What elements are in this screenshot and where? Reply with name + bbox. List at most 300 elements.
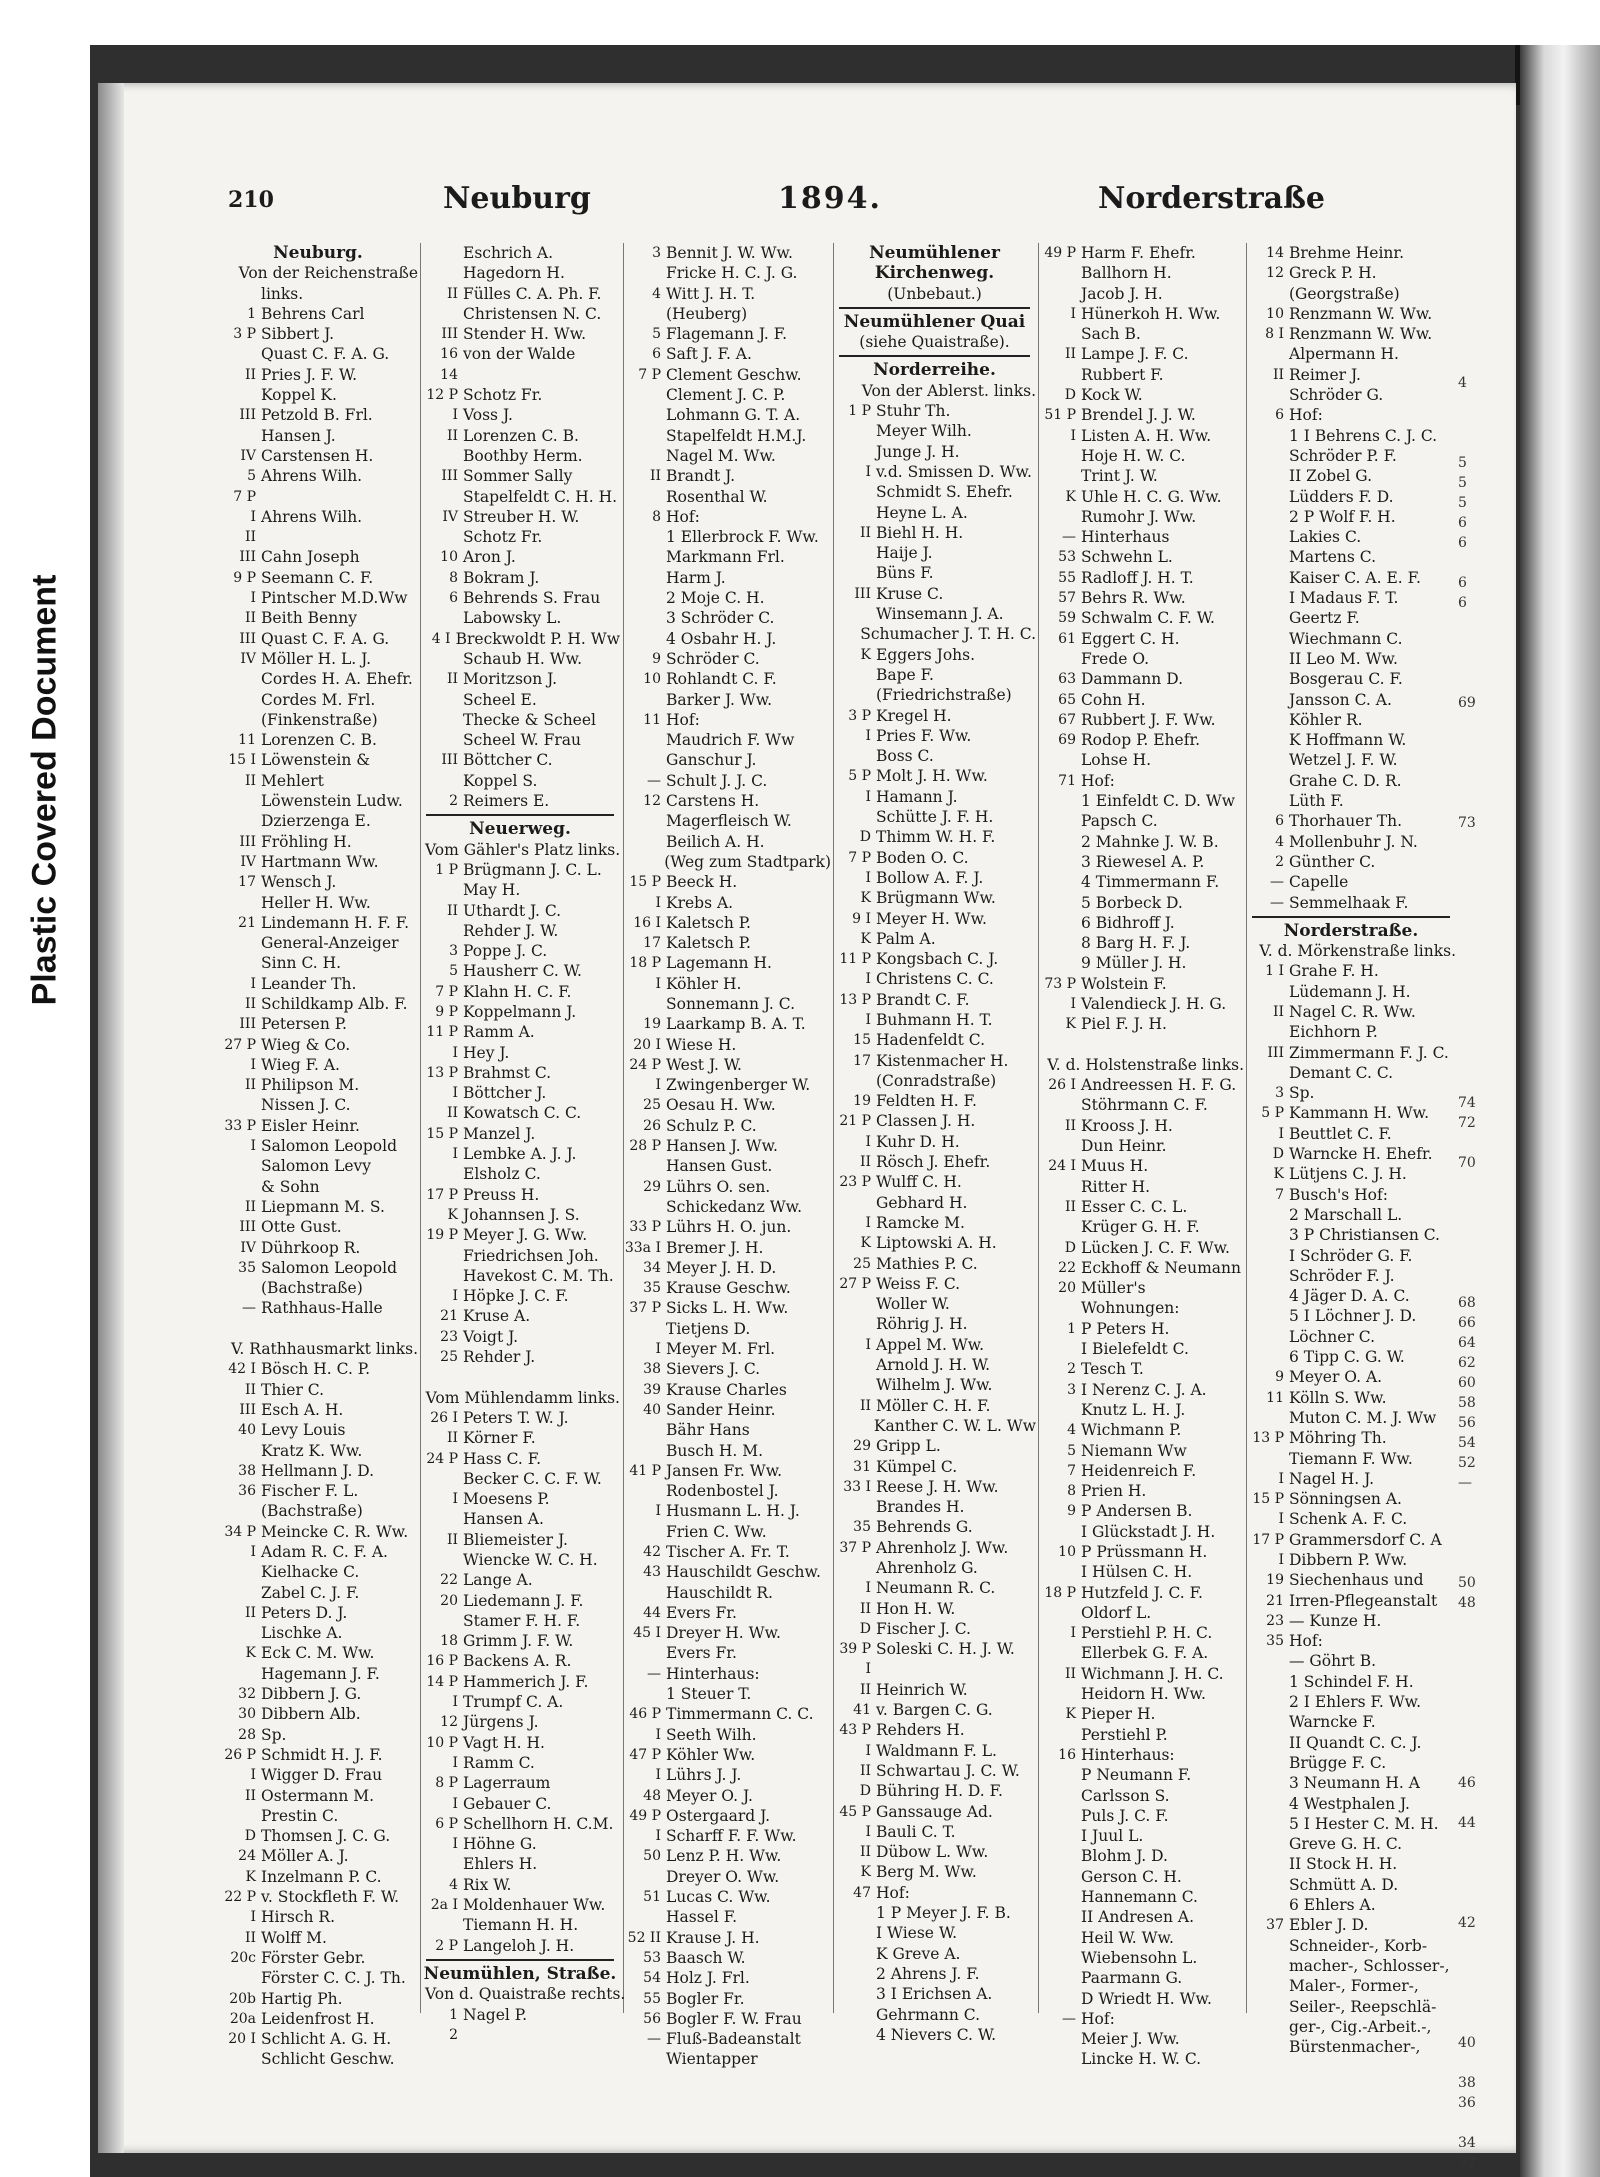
directory-entry: [1038, 1786, 1244, 1806]
directory-entry: [218, 1846, 418, 1866]
directory-entry: [420, 1103, 620, 1123]
directory-entry: [218, 1156, 418, 1176]
directory-entry: [623, 1177, 831, 1197]
directory-entry: [420, 2025, 620, 2045]
house-number: [1246, 1834, 1289, 1854]
resident-name: Brügge F. C.: [1289, 1753, 1387, 1772]
house-number: II: [649, 468, 661, 485]
directory-entry: [833, 1193, 1036, 1213]
edge-number: [1458, 2053, 1476, 2073]
directory-entry: [833, 1883, 1036, 1903]
directory-entry: [623, 284, 831, 304]
directory-entry: [420, 243, 620, 263]
directory-entry: [218, 1420, 418, 1440]
directory-entry: [623, 1623, 831, 1643]
resident-name: Hammerich J. F.: [463, 1672, 589, 1691]
directory-entry: [1038, 629, 1244, 649]
street-heading: Neuerweg.: [469, 819, 571, 840]
resident-name: Manzel J.: [463, 1124, 536, 1143]
directory-entry: [623, 365, 831, 385]
directory-entry: [833, 1984, 1036, 2004]
resident-name: Kaiser C. A. E. F.: [1289, 568, 1421, 587]
section-rule: [426, 1959, 614, 1961]
resident-name: Brehme Heinr.: [1289, 244, 1405, 262]
resident-name: Höpke J. C. F.: [463, 1287, 569, 1306]
house-number: I: [865, 1823, 871, 1840]
directory-entry: [420, 1083, 620, 1103]
directory-entry: [833, 746, 1036, 766]
edge-number: [1458, 1613, 1476, 1633]
house-number: [1246, 982, 1289, 1002]
directory-entry: [420, 750, 620, 770]
house-number: II: [859, 1844, 871, 1861]
house-number: [1038, 1765, 1081, 1785]
directory-entry: [623, 730, 831, 750]
house-number: III: [239, 1219, 256, 1236]
directory-entry: [218, 1319, 418, 1339]
house-number: 27 P: [224, 1036, 256, 1053]
resident-name: Poppe J. C.: [463, 942, 548, 961]
directory-entry: [833, 2025, 1036, 2045]
house-number: [623, 690, 666, 710]
resident-name: Wichmann P.: [1081, 1421, 1182, 1440]
house-number: 2 P: [435, 1937, 458, 1954]
directory-entry: [623, 1380, 831, 1400]
resident-name: Thimm W. H. F.: [876, 828, 996, 847]
resident-name: Muton C. M. J. Ww: [1289, 1408, 1437, 1427]
house-number: [1246, 1773, 1289, 1793]
directory-entry: [623, 1603, 831, 1623]
resident-name: Hansen J. Ww.: [666, 1137, 778, 1156]
directory-entry: [420, 1185, 620, 1205]
resident-name: Hellmann J. D.: [261, 1461, 375, 1480]
directory-entry: [623, 690, 831, 710]
resident-name: Wensch J.: [261, 873, 337, 892]
house-number: 15 P: [426, 1125, 458, 1142]
house-number: 67: [1058, 711, 1076, 728]
directory-entry: [420, 608, 620, 628]
directory-entry: [1038, 1319, 1244, 1339]
directory-entry: [1246, 1794, 1456, 1814]
directory-entry: [1038, 426, 1244, 446]
directory-entry: [1246, 1712, 1456, 1732]
directory-entry: [420, 771, 620, 791]
directory-entry: [833, 421, 1036, 441]
resident-name: Dzierzenga E.: [261, 812, 371, 831]
resident-name: II Zobel G.: [1289, 467, 1373, 486]
house-number: —: [1270, 874, 1284, 891]
directory-entry: [218, 2049, 418, 2069]
resident-name: Lakies C.: [1289, 528, 1362, 547]
edge-number: 60: [1458, 1375, 1476, 1391]
resident-name: Behrends G.: [876, 1518, 973, 1537]
directory-entry: [420, 860, 620, 880]
directory-entry: [420, 1631, 620, 1651]
house-number: [1038, 2049, 1081, 2069]
directory-entry: [623, 2049, 831, 2069]
directory-entry: [1038, 771, 1244, 791]
resident-name: Inzelmann P. C.: [261, 1867, 382, 1886]
resident-name: I Bielefeldt C.: [1081, 1340, 1189, 1359]
house-number: I: [1278, 1511, 1284, 1528]
directory-entry: [833, 543, 1036, 563]
house-number: [420, 1509, 463, 1529]
house-number: [1038, 1522, 1081, 1542]
house-number: [623, 405, 666, 425]
resident-name: Hof:: [1081, 2009, 1115, 2028]
house-number: 9 P: [435, 1003, 458, 1020]
house-number: [420, 649, 463, 669]
directory-entry: [833, 868, 1036, 888]
house-number: [1038, 1177, 1081, 1197]
resident-name: Thomsen J. C. G.: [261, 1827, 391, 1846]
resident-name: Dun Heinr.: [1081, 1137, 1167, 1156]
resident-name: Irren-Pflegeanstalt: [1289, 1591, 1438, 1610]
resident-name: Bremer J. H.: [666, 1238, 764, 1257]
house-number: I: [655, 1341, 661, 1358]
house-number: II: [859, 524, 871, 541]
resident-name: Ramcke M.: [876, 1213, 965, 1232]
directory-entry: [1038, 1461, 1244, 1481]
directory-entry: [218, 1522, 418, 1542]
resident-name: Sibbert J.: [261, 325, 335, 344]
directory-entry: [1246, 1103, 1456, 1123]
resident-name: Maler-, Former-,: [1289, 1977, 1419, 1996]
resident-name: Hirsch R.: [261, 1908, 336, 1927]
house-number: [218, 1177, 261, 1197]
resident-name: Evers Fr.: [666, 1644, 737, 1663]
house-number: [1038, 953, 1081, 973]
directory-entry: [623, 1481, 831, 1501]
house-number: [218, 1278, 261, 1298]
directory-entry: [1038, 893, 1244, 913]
directory-entry: [1246, 1367, 1456, 1387]
house-number: 7 P: [233, 488, 256, 505]
resident-name: Bliemeister J.: [463, 1530, 568, 1549]
edge-number: [1458, 753, 1476, 773]
resident-name: Stamer F. H. F.: [463, 1611, 581, 1630]
resident-name: Streuber H. W.: [463, 507, 580, 526]
directory-entry: [1246, 1185, 1456, 1205]
resident-name: Grahe C. D. R.: [1289, 771, 1402, 790]
directory-entry: [218, 1278, 418, 1298]
directory-entry: [623, 1136, 831, 1156]
directory-entry: [833, 1741, 1036, 1761]
resident-name: Oesau H. Ww.: [666, 1096, 776, 1115]
resident-name: 5 I Löchner J. D.: [1289, 1307, 1417, 1326]
house-number: 39 P: [839, 1641, 871, 1658]
house-number: [1246, 1692, 1289, 1712]
house-number: 33 P: [224, 1117, 256, 1134]
directory-entry: [623, 1035, 831, 1055]
directory-entry: [218, 669, 418, 689]
directory-entry: [623, 1238, 831, 1258]
resident-name: Hannemann C.: [1081, 1888, 1198, 1907]
house-number: [1038, 893, 1081, 913]
resident-name: Wientapper: [666, 2050, 758, 2069]
house-number: 25: [643, 1097, 661, 1114]
house-number: I: [655, 1828, 661, 1845]
house-number: 12: [643, 793, 661, 810]
house-number: [1246, 588, 1289, 608]
resident-name: (Finkenstraße): [261, 710, 378, 729]
house-number: II: [446, 1430, 458, 1447]
edge-number: 34: [1458, 2135, 1476, 2151]
house-number: I: [655, 1503, 661, 1520]
resident-name: Sievers J. C.: [666, 1360, 761, 1379]
house-number: 16: [1058, 1746, 1076, 1763]
directory-entry: [623, 1684, 831, 1704]
resident-name: Ahrenholz G.: [876, 1559, 978, 1577]
directory-entry: [1038, 1522, 1244, 1542]
house-number: I: [250, 1138, 256, 1155]
directory-entry: [623, 1441, 831, 1461]
house-number: [1038, 263, 1081, 283]
house-number: 16: [440, 346, 458, 363]
resident-name: Pries F. Ww.: [876, 726, 972, 745]
house-number: [623, 1522, 666, 1542]
edge-number: 68: [1458, 1295, 1476, 1311]
house-number: 15 P: [629, 874, 661, 891]
directory-entry: [1038, 953, 1244, 973]
house-number: 8: [449, 569, 458, 586]
resident-name: & Sohn: [261, 1177, 320, 1196]
resident-name: Magerfleisch W.: [666, 812, 792, 831]
house-number: 5 P: [1261, 1105, 1284, 1122]
directory-entry: [218, 1826, 418, 1846]
directory-entry: [1246, 982, 1456, 1002]
resident-name: Salomon Leopold: [261, 1258, 398, 1277]
resident-name: Koppelmann J.: [463, 1002, 577, 1021]
resident-name: Büns F.: [876, 564, 934, 583]
directory-entry: [218, 1684, 418, 1704]
resident-name: Vagt H. H.: [463, 1733, 545, 1752]
directory-entry: [623, 1014, 831, 1034]
house-number: [833, 665, 876, 685]
entry-note: (Unbebaut.): [887, 284, 982, 303]
resident-name: Siechenhaus und: [1289, 1571, 1424, 1590]
resident-name: Piel F. J. H.: [1081, 1015, 1167, 1034]
resident-name: Jürgens J.: [463, 1713, 539, 1732]
directory-entry: [1246, 1124, 1456, 1144]
directory-entry: [218, 507, 418, 527]
directory-entry: [623, 1806, 831, 1826]
house-number: 17 P: [426, 1186, 458, 1203]
house-number: I: [452, 407, 458, 424]
directory-entry: [833, 1111, 1036, 1131]
resident-name: 1 Steuer T.: [666, 1685, 752, 1704]
resident-name: Wiechmann C.: [1289, 629, 1403, 648]
house-number: [623, 1319, 666, 1339]
directory-entry: [1246, 1672, 1456, 1692]
house-number: [1246, 941, 1259, 961]
resident-name: Hagedorn H.: [463, 264, 565, 283]
house-number: 55: [1058, 569, 1076, 586]
directory-entry: [1246, 649, 1456, 669]
resident-name: Lührs H. O. jun.: [666, 1218, 792, 1237]
directory-entry: [218, 872, 418, 892]
house-number: I: [452, 1044, 458, 1061]
resident-name: Harm J.: [666, 568, 726, 587]
house-number: 41 P: [629, 1462, 661, 1479]
column-6: [1246, 243, 1456, 2057]
edge-number: 58: [1458, 1395, 1476, 1411]
resident-name: P Prüssmann H.: [1081, 1543, 1208, 1561]
house-number: [420, 1164, 463, 1184]
directory-entry: [420, 921, 620, 941]
directory-entry: [1038, 608, 1244, 628]
resident-name: Kregel H.: [876, 706, 952, 725]
resident-name: Sp.: [261, 1725, 287, 1744]
directory-entry: [420, 1367, 620, 1387]
resident-name: Eck C. M. Ww.: [261, 1644, 375, 1663]
resident-name: 1 P Meyer J. F. B.: [876, 1904, 1011, 1923]
edge-number: [1458, 1853, 1476, 1873]
house-number: K: [860, 1235, 871, 1252]
resident-name: Boothby Herm.: [463, 446, 583, 465]
house-number: [1246, 1936, 1289, 1956]
directory-entry: [1038, 466, 1244, 486]
house-number: [833, 381, 862, 401]
house-number: 7: [1067, 1462, 1076, 1479]
directory-entry: [218, 588, 418, 608]
edge-number: [1458, 933, 1476, 953]
edge-number: 44: [1458, 1815, 1476, 1831]
resident-name: Rehder J.: [463, 1348, 536, 1367]
directory-entry: [1038, 1258, 1244, 1278]
directory-entry: [1038, 1197, 1244, 1217]
directory-entry: [833, 1030, 1036, 1050]
house-number: [833, 807, 876, 827]
directory-entry: [1038, 933, 1244, 953]
resident-name: Perstiehl P. H. C.: [1081, 1624, 1213, 1643]
edge-number: 62: [1458, 1355, 1476, 1371]
house-number: —: [1062, 2010, 1076, 2027]
house-number: I: [865, 1580, 871, 1597]
house-number: II: [1064, 1198, 1076, 1215]
house-number: D: [1064, 387, 1076, 404]
resident-name: Boden O. C.: [876, 848, 969, 867]
house-number: [1038, 284, 1081, 304]
resident-name: Paarmann G.: [1081, 1969, 1183, 1988]
house-number: II: [244, 1604, 256, 1621]
house-number: 44: [643, 1604, 661, 1621]
resident-name: Gebhard H.: [876, 1193, 968, 1212]
resident-name: Gerson C. H.: [1081, 1867, 1182, 1886]
house-number: [1038, 1826, 1081, 1846]
resident-name: Dreyer O. Ww.: [666, 1867, 780, 1886]
directory-entry: [833, 685, 1036, 705]
directory-entry: [833, 243, 1036, 263]
house-number: [1246, 1063, 1289, 1083]
house-number: [833, 1294, 876, 1314]
directory-entry: [833, 604, 1036, 624]
house-number: [1038, 324, 1081, 344]
resident-name: Andreessen H. F. G.: [1081, 1076, 1237, 1095]
house-number: II: [244, 1381, 256, 1398]
directory-entry: [1246, 1753, 1456, 1773]
directory-entry: [623, 1522, 831, 1542]
resident-name: Sach B.: [1081, 325, 1141, 344]
house-number: 1: [1067, 1320, 1076, 1337]
house-number: I: [1070, 427, 1076, 444]
house-number: I: [250, 508, 256, 525]
edge-number: [1458, 633, 1476, 653]
directory-entry: [833, 312, 1036, 332]
resident-name: 6 Bidhroff J.: [1081, 913, 1175, 932]
directory-entry: [218, 385, 418, 405]
house-number: [1038, 1786, 1081, 1806]
resident-name: Löchner C.: [1289, 1327, 1376, 1346]
resident-name: Lorenzen C. B.: [463, 426, 579, 445]
edge-number: 56: [1458, 1415, 1476, 1431]
directory-entry: [1038, 507, 1244, 527]
resident-name: Krause J. H.: [666, 1928, 760, 1947]
directory-entry: [623, 710, 831, 730]
resident-name: Woller W.: [876, 1295, 950, 1314]
resident-name: Förster Gebr.: [261, 1948, 366, 1967]
directory-entry: [833, 1314, 1036, 1334]
directory-entry: [1246, 872, 1456, 892]
house-number: III: [239, 630, 256, 647]
house-number: 24 P: [426, 1450, 458, 1467]
resident-name: Gripp L.: [876, 1437, 941, 1456]
directory-entry: [1038, 1806, 1244, 1826]
edge-number: [1458, 913, 1476, 933]
house-number: 23: [440, 1328, 458, 1345]
house-number: 2a I: [430, 1897, 458, 1914]
edge-number: [1458, 773, 1476, 793]
house-number: [218, 263, 239, 283]
resident-name: Bähr Hans: [666, 1421, 750, 1440]
resident-name: 3 Neumann H. A: [1289, 1774, 1420, 1793]
resident-name: Nagel H. J.: [1289, 1469, 1375, 1488]
house-number: [1246, 1712, 1289, 1732]
resident-name: Von der Ablerst. links.: [861, 381, 1036, 400]
resident-name: Husmann L. H. J.: [666, 1502, 800, 1521]
house-number: [833, 1071, 876, 1091]
directory-entry: [1246, 690, 1456, 710]
resident-name: 6 Tipp C. G. W.: [1289, 1348, 1405, 1367]
house-number: 43: [643, 1564, 661, 1581]
directory-entry: [420, 1022, 620, 1042]
house-number: [623, 832, 666, 852]
resident-name: Buhmann H. T.: [876, 1010, 993, 1029]
resident-name: Liptowski A. H.: [876, 1234, 997, 1253]
edge-number: [1458, 1073, 1476, 1093]
directory-entry: [218, 690, 418, 710]
resident-name: Hof:: [876, 1883, 910, 1902]
directory-entry: [1246, 1692, 1456, 1712]
directory-entry: [1038, 1664, 1244, 1684]
page-binding: [98, 83, 124, 2153]
house-number: 45 P: [839, 1803, 871, 1820]
directory-entry: [833, 1923, 1036, 1943]
resident-name: Lenz P. H. Ww.: [666, 1847, 782, 1866]
resident-name: Sonnemann J. C.: [666, 994, 796, 1013]
house-number: 73 P: [1044, 975, 1076, 992]
resident-name: v. Stockfleth F. W.: [261, 1888, 400, 1907]
resident-name: Adam R. C. F. A.: [261, 1543, 388, 1561]
resident-name: Kock W.: [1081, 386, 1143, 405]
house-number: [623, 1684, 666, 1704]
house-number: 35: [853, 1519, 871, 1536]
resident-name: Körner F.: [463, 1429, 536, 1448]
house-number: [1246, 568, 1289, 588]
directory-entry: [623, 588, 831, 608]
directory-entry: [1246, 1915, 1456, 1935]
directory-entry: [1038, 1948, 1244, 1968]
